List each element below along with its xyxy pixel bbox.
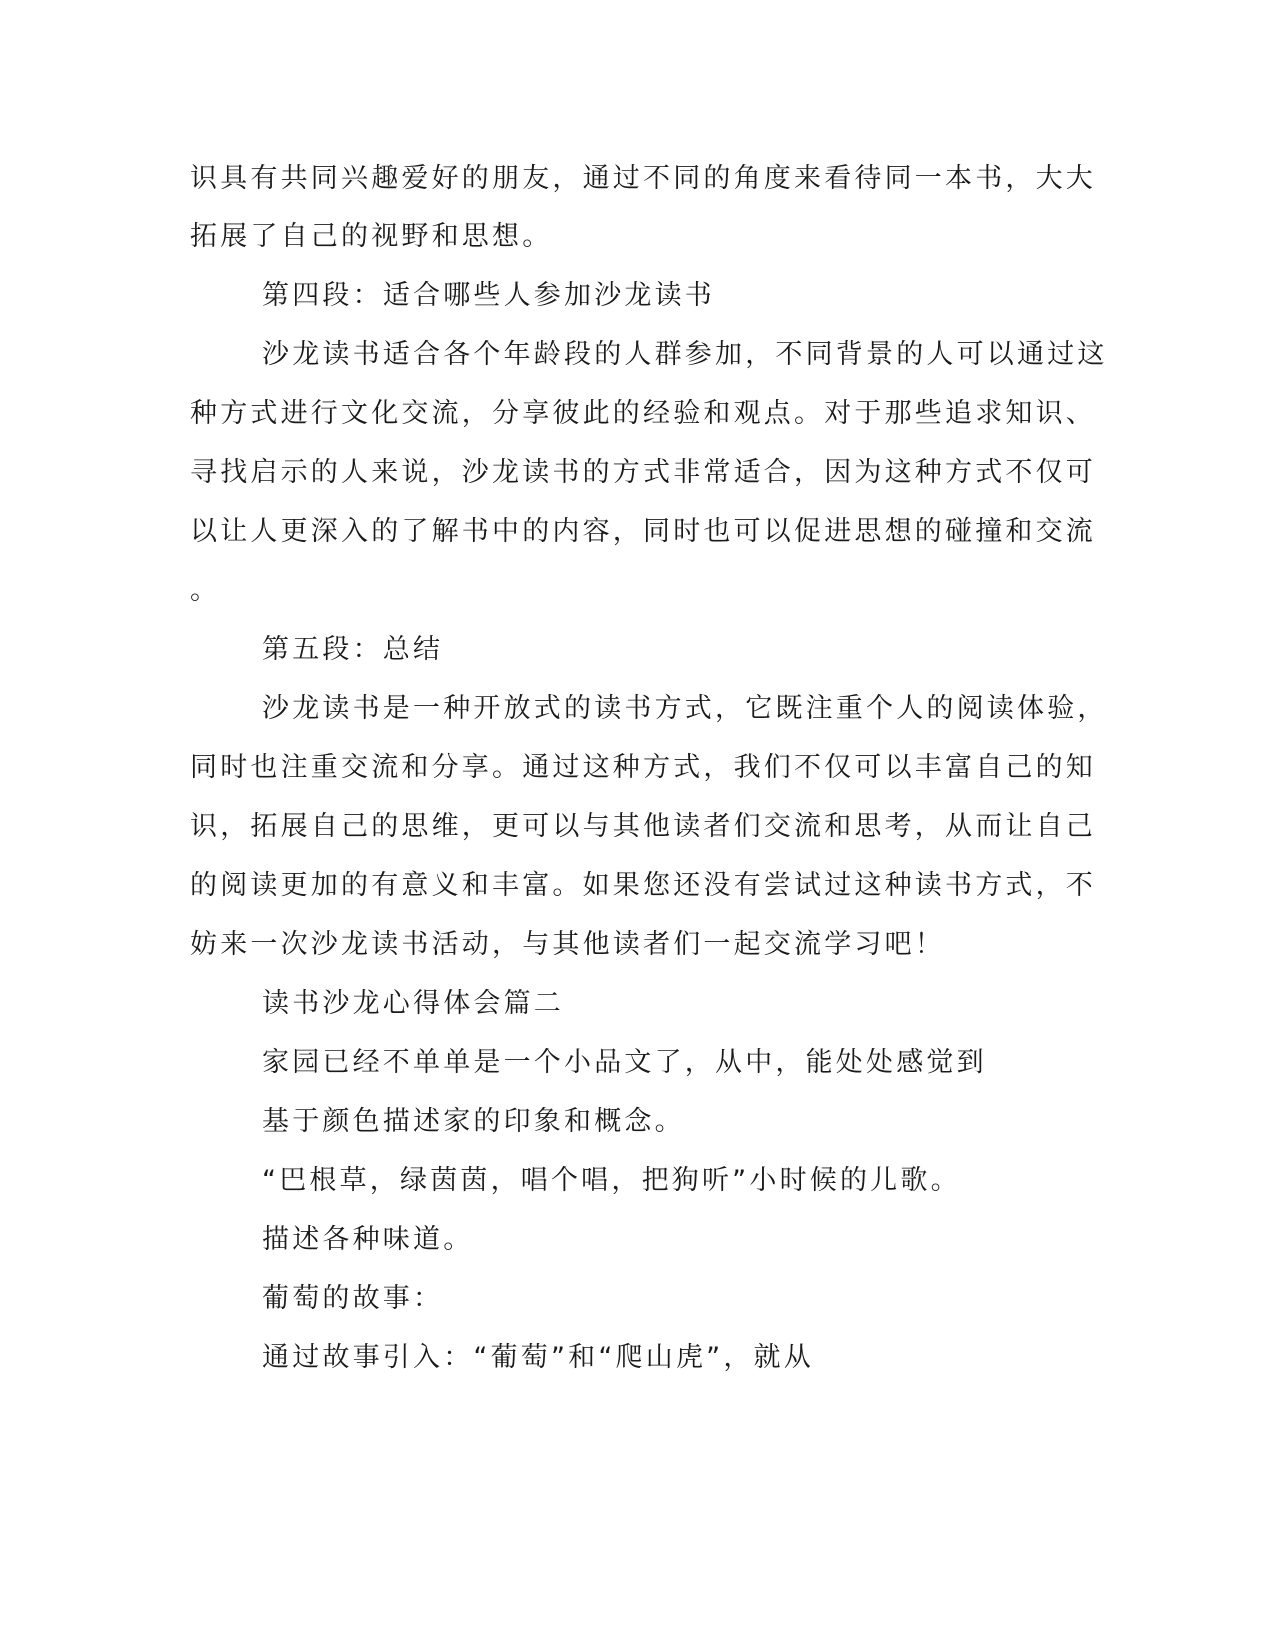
paragraph-line: 识具有共同兴趣爱好的朋友，通过不同的角度来看待同一本书，大大: [190, 163, 1096, 194]
article-title: 读书沙龙心得体会篇二: [262, 988, 564, 1019]
paragraph-line: 沙龙读书适合各个年龄段的人群参加，不同背景的人可以通过这: [262, 339, 1108, 370]
section-heading: 第五段：总结: [262, 634, 444, 665]
paragraph-line: 沙龙读书是一种开放式的读书方式，它既注重个人的阅读体验，: [262, 693, 1108, 724]
paragraph-line: 识，拓展自己的思维，更可以与其他读者们交流和思考，从而让自己: [190, 811, 1096, 842]
paragraph-line: “巴根草，绿茵茵，唱个唱，把狗听”小时候的儿歌。: [262, 1165, 961, 1196]
paragraph-line: 家园已经不单单是一个小品文了，从中，能处处感觉到: [262, 1047, 987, 1078]
paragraph-line: 描述各种味道。: [262, 1224, 474, 1255]
paragraph-line: 的阅读更加的有意义和丰富。如果您还没有尝试过这种读书方式，不: [190, 870, 1096, 901]
paragraph-line: 同时也注重交流和分享。通过这种方式，我们不仅可以丰富自己的知: [190, 752, 1096, 783]
paragraph-line: 拓展了自己的视野和思想。: [190, 221, 553, 252]
paragraph-line: 葡萄的故事：: [262, 1283, 444, 1314]
paragraph-line: 种方式进行文化交流，分享彼此的经验和观点。对于那些追求知识、: [190, 398, 1096, 429]
paragraph-line: 基于颜色描述家的印象和概念。: [262, 1106, 685, 1137]
paragraph-line: 以让人更深入的了解书中的内容，同时也可以促进思想的碰撞和交流: [190, 516, 1096, 547]
paragraph-line: 寻找启示的人来说，沙龙读书的方式非常适合，因为这种方式不仅可: [190, 457, 1096, 488]
section-heading: 第四段：适合哪些人参加沙龙读书: [262, 280, 715, 311]
paragraph-line: 妨来一次沙龙读书活动，与其他读者们一起交流学习吧！: [190, 929, 945, 960]
paragraph-line: 通过故事引入：“葡萄”和“爬山虎”，就从: [262, 1342, 814, 1373]
paragraph-line: 。: [190, 575, 221, 606]
